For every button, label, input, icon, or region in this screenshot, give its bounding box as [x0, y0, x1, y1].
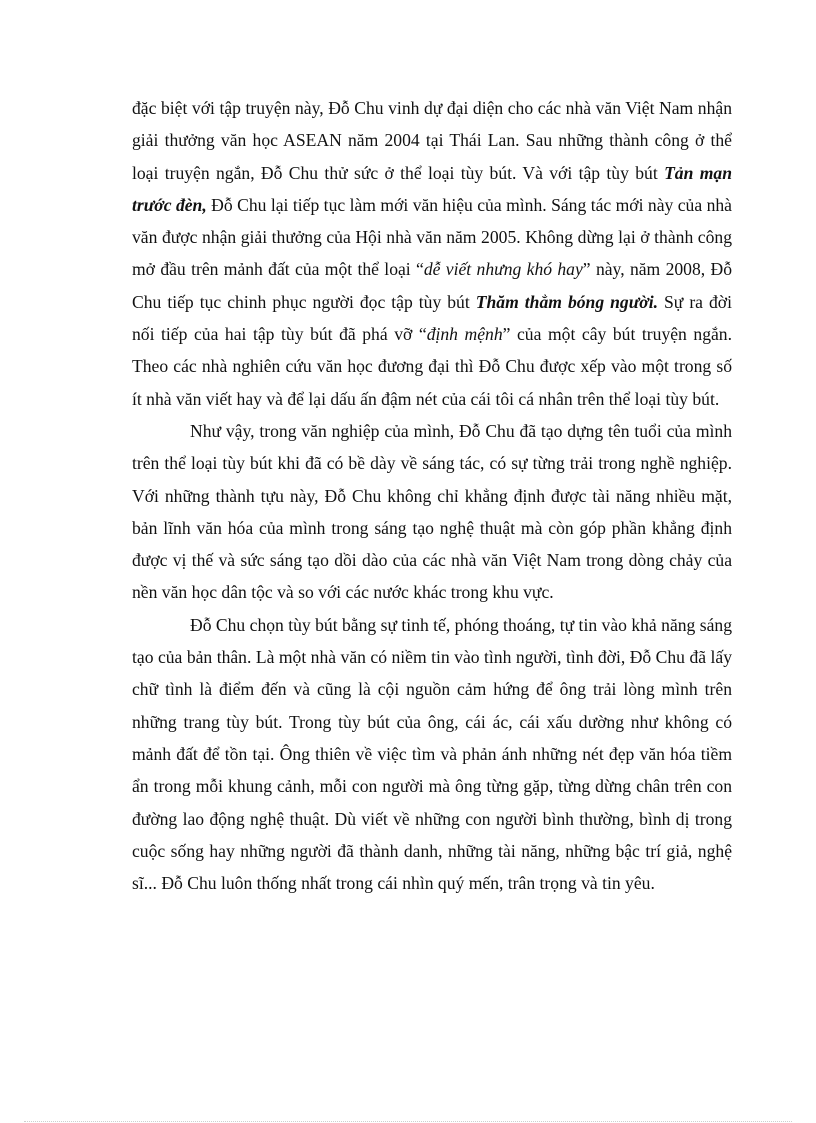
book-title-tham-tham-bong-nguoi: Thăm thẳm bóng người. [475, 291, 658, 312]
paragraph-1 [132, 92, 732, 415]
body-text [132, 92, 732, 899]
page-bottom-rule [24, 1121, 792, 1122]
quote-dinh-menh: định mệnh [426, 324, 503, 345]
book-title-tan-man-truoc-den: Tản mạn trước đèn, [132, 162, 732, 215]
paragraph-1-text-b: Đỗ Chu lại tiếp tục làm mới văn hiệu của mình. Sáng tác mới này của nhà văn được nhận giải thưởng của Hội nhà văn năm 2005. Không dừng lại ở thành công mở đầu trên mảnh đất của một thể loại “ [132, 194, 732, 280]
paragraph-1-text-d: Sự ra đời nối tiếp của hai tập tùy bút đã phá vỡ “ [132, 291, 732, 345]
quote-de-viet-nhung-kho-hay: dễ viết nhưng khó hay [423, 259, 583, 280]
paragraph-1-text-a: đặc biệt với tập truyện này, Đỗ Chu vinh dự đại diện cho các nhà văn Việt Nam nhận giải thưởng văn học ASEAN năm 2004 tại Thái Lan. Sau những thành công ở thể loại truyện ngắn, Đỗ Chu thử sức ở thể loại tùy bút. Và với tập tùy bút [132, 98, 732, 183]
paragraph-1-text-e: ” của một cây bút truyện ngắn. Theo các nhà nghiên cứu văn học đương đại thì Đỗ Chu được xếp vào một trong số ít nhà văn viết hay và để lại dấu ấn đậm nét của cái tôi cá nhân trên thể loại tùy bút. [132, 324, 732, 409]
paragraph-1-text-c: ” này, năm 2008, Đỗ Chu tiếp tục chinh phục người đọc tập tùy bút [132, 259, 732, 312]
paragraph-3: Đỗ Chu chọn tùy bút bằng sự tinh tế, phóng thoáng, tự tin vào khả năng sáng tạo của bản thân. Là một nhà văn có niềm tin vào tình người, tình đời, Đỗ Chu đã lấy chữ tình là điểm đến và cũng là cội nguồn cảm hứng để ông trải lòng mình trên những trang tùy bút. Trong tùy bút của ông, cái ác, cái xấu dường như không có mảnh đất để tồn tại. Ông thiên về việc tìm và phản ánh những nét đẹp văn hóa tiềm ẩn trong mỗi khung cảnh, mỗi con người mà ông từng gặp, từng dừng chân trên con đường lao động nghệ thuật. Dù viết về những con người bình thường, bình dị trong cuộc sống hay những người đã thành danh, những tài năng, những bậc trí giả, nghệ sĩ... Đỗ Chu luôn thống nhất trong cái nhìn quý mến, trân trọng và tin yêu. [132, 614, 732, 894]
paragraph-2: Như vậy, trong văn nghiệp của mình, Đỗ Chu đã tạo dựng tên tuổi của mình trên thể loại tùy bút khi đã có bề dày về sáng tác, có sự từng trải trong nghề nghiệp. Với những thành tựu này, Đỗ Chu không chỉ khẳng định được tài năng nhiều mặt, bản lĩnh văn hóa của mình trong sáng tạo nghệ thuật mà còn góp phần khẳng định được vị thế và sức sáng tạo dồi dào của các nhà văn Việt Nam trong dòng chảy của nền văn học dân tộc và so với các nước khác trong khu vực. [132, 420, 732, 603]
